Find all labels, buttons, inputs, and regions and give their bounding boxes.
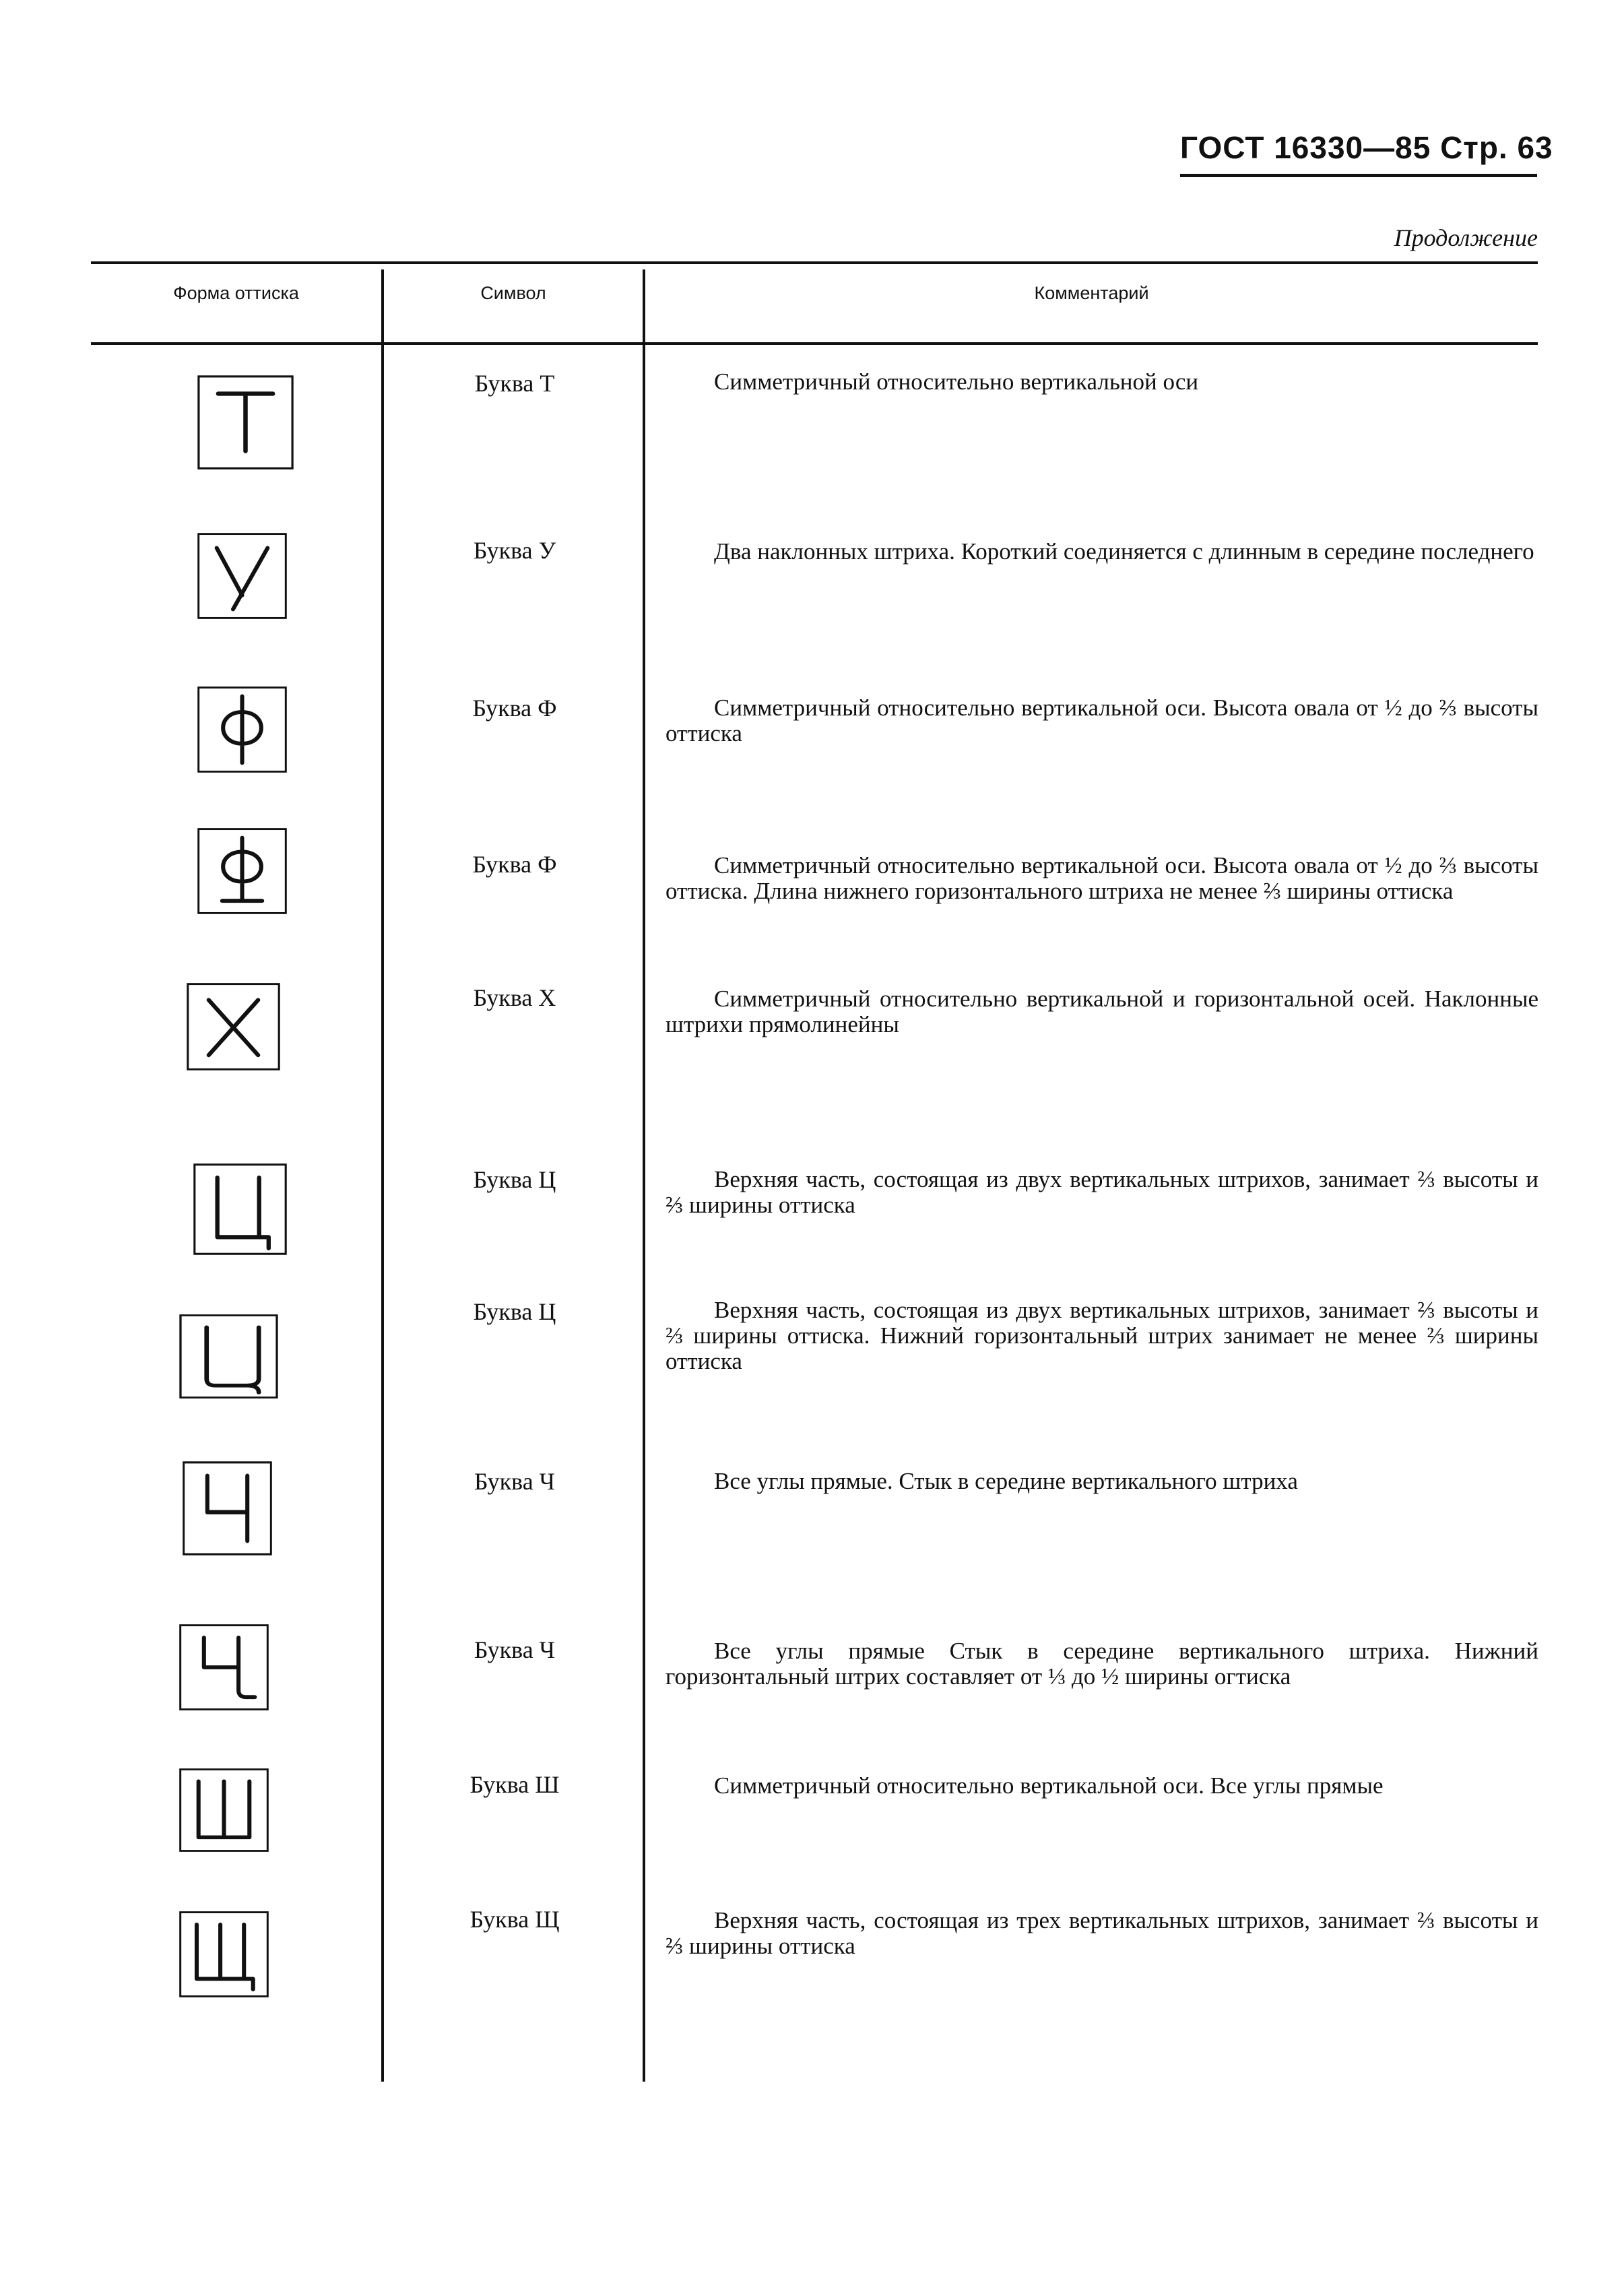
comment-text: [665, 539, 1538, 565]
stamp-letter-kha-icon: [186, 982, 281, 1071]
symbol-label: Буква Ц: [473, 1166, 556, 1193]
comment-text: [665, 1297, 1538, 1374]
comment-text: [665, 986, 1538, 1037]
comment-text: [665, 1167, 1538, 1218]
column-header-symbol: Символ: [480, 283, 546, 303]
comment-text-content: Верхняя часть, состоящая из двух вертикальных штрихов, занимает ⅔ высоты и ⅔ ширины оттиска: [665, 1166, 1538, 1218]
comment-text-content: Симметричный относительно вертикальной оси. Все углы прямые: [714, 1772, 1384, 1799]
comment-text-content: Два наклонных штриха. Короткий соединяется с длинным в середине последнего: [714, 538, 1534, 565]
comment-text-content: Симметричный относительно вертикальной оси. Высота овала от ½ до ⅔ высоты оттиска: [665, 695, 1538, 746]
symbol-label: Буква Ш: [469, 1771, 560, 1798]
table-header-rule: [91, 342, 1538, 345]
stamp-letter-tse-alt-icon: [178, 1314, 279, 1399]
symbol-label: Буква Ч: [474, 1468, 556, 1495]
comment-text-content: Все углы прямые. Стык в середине вертикального штриха: [714, 1468, 1298, 1494]
table-top-rule: [91, 261, 1538, 264]
comment-text: [665, 853, 1538, 904]
stamp-letter-shcha-icon: [178, 1911, 269, 1998]
symbol-label: Буква Т: [474, 370, 555, 397]
comment-text-content: Верхняя часть, состоящая из трех вертикальных штрихов, занимает ⅔ высоты и ⅔ ширины оттиска: [665, 1907, 1538, 1959]
comment-text: [665, 369, 1538, 395]
comment-text: [665, 695, 1538, 746]
page-header: ГОСТ 16330—85 Стр. 63: [1180, 130, 1553, 165]
symbol-label: Буква Х: [473, 984, 556, 1011]
column-header-comment: Комментарий: [1034, 283, 1149, 303]
stamp-letter-ef-alt-icon: [197, 827, 288, 915]
stamp-letter-sha-icon: [178, 1768, 269, 1853]
symbol-label: Буква Ч: [474, 1636, 556, 1663]
stamp-letter-tse-icon: [193, 1163, 288, 1256]
stamp-letter-te-icon: [197, 375, 294, 470]
continuation-label: Продолжение: [1394, 224, 1538, 251]
comment-text: [665, 1469, 1538, 1494]
stamp-letter-che-alt-icon: [178, 1624, 269, 1711]
comment-text-content: Все углы прямые Стык в середине вертикального штриха. Нижний горизонтальный штрих составляет от ⅓ до ½ ширины огтиска: [665, 1638, 1538, 1690]
comment-text-content: Симметричный относительно вертикальной оси. Высота овала от ½ до ⅔ высоты оттиска. Длина нижнего горизонтального штриха не менее ⅔ ширины оттиска: [665, 852, 1538, 904]
comment-text-content: Симметричный относительно вертикальной и горизонтальной осей. Наклонные штрихи прямолинейны: [665, 986, 1538, 1037]
symbol-label: Буква Ц: [473, 1298, 556, 1325]
header-underline: [1180, 174, 1537, 177]
comment-text-content: Симметричный относительно вертикальной оси: [714, 368, 1199, 395]
stamp-letter-che-icon: [182, 1461, 273, 1556]
column-divider-2: [643, 269, 645, 2082]
column-divider-1: [381, 269, 384, 2082]
stamp-letter-u-icon: [197, 532, 288, 620]
comment-text: [665, 1773, 1538, 1799]
symbol-label: Буква У: [473, 537, 556, 564]
symbol-label: Буква Ф: [472, 851, 557, 878]
comment-text: [665, 1638, 1538, 1690]
symbol-label: Буква Щ: [469, 1906, 560, 1933]
comment-text-content: Верхняя часть, состоящая из двух вертикальных штрихов, занимает ⅔ высоты и ⅔ ширины оттиска. Нижний горизонтальный штрих занимает не менее ⅔ ширины оттиска: [665, 1297, 1538, 1374]
symbol-label: Буква Ф: [472, 695, 557, 721]
column-header-form: Форма оттиска: [173, 283, 299, 303]
stamp-letter-ef-icon: [197, 686, 288, 773]
comment-text: [665, 1908, 1538, 1959]
